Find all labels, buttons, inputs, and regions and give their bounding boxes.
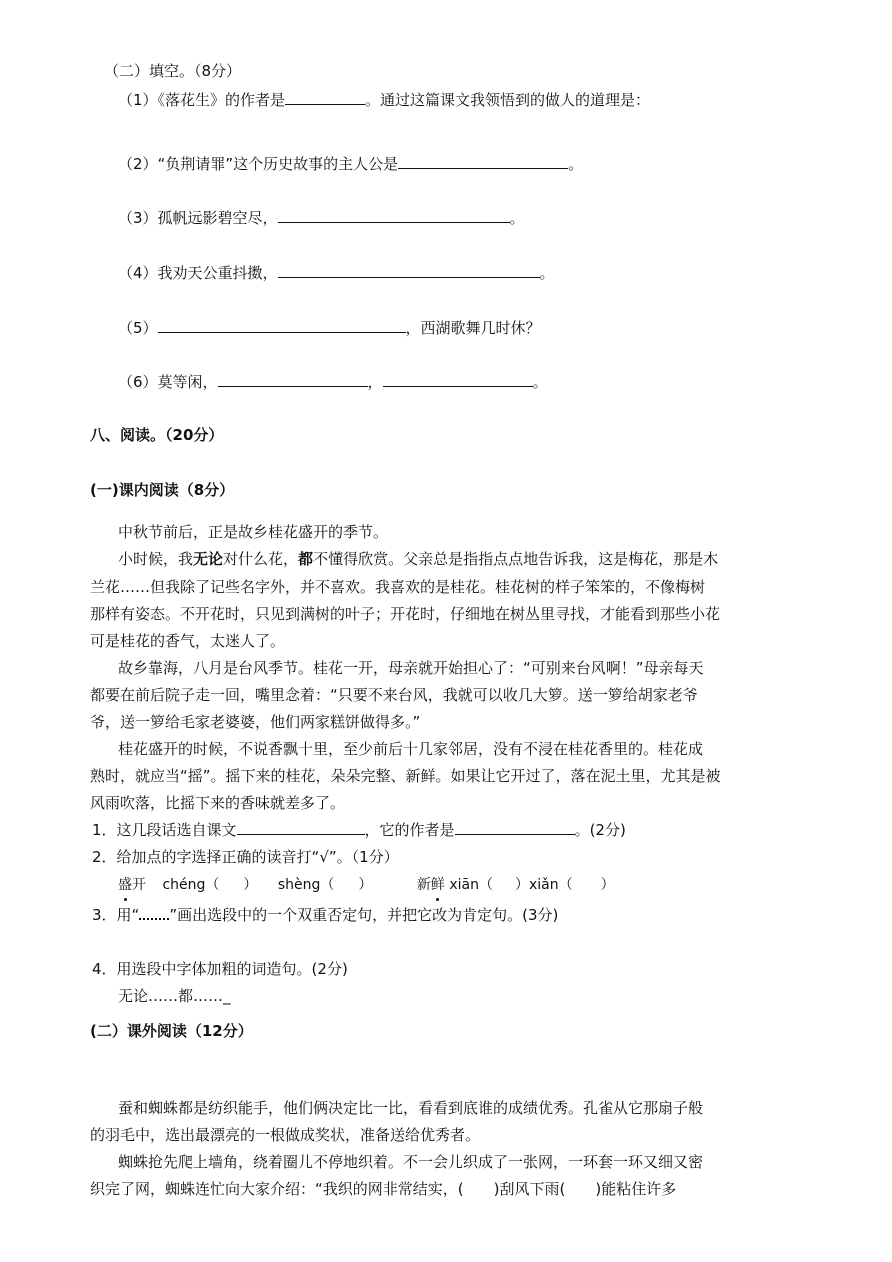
q-text: ，: [367, 373, 383, 391]
option-text: chéng（: [162, 877, 220, 893]
passage-line: 兰花……但我除了记些名字外，并不喜欢。我喜欢的是桂花。桂花树的样子笨笨的，不像梅树: [90, 578, 706, 596]
passage-line: [90, 1178, 676, 1200]
fill-question-3: [118, 206, 525, 229]
answer-blank[interactable]: [455, 818, 575, 835]
option-text: shèng（: [277, 877, 335, 893]
q-text: （4）我劝天公重抖擞，: [118, 264, 278, 282]
q-text: 。: [532, 373, 548, 391]
q-text: 。: [539, 264, 555, 282]
passage-text: 对什么花，: [223, 550, 299, 568]
passage-line: 故乡靠海，八月是台风季节。桂花一开，母亲就开始担心了：“可别来台风啊！”母亲每天: [118, 659, 704, 677]
fill-question-6: [118, 370, 548, 393]
reading-question-3: [92, 904, 558, 926]
word-text: 新: [416, 877, 431, 893]
fill-question-5: [118, 316, 541, 339]
q-text: 。(2分): [574, 821, 626, 839]
option-text: ）: [243, 877, 258, 893]
passage-line: 爷，送一箩给毛家老婆婆，他们两家糕饼做得多。”: [90, 713, 421, 731]
q-text: 。: [568, 155, 584, 173]
answer-blank[interactable]: [285, 88, 365, 105]
reading-question-1: [92, 818, 626, 841]
passage-text: )刮风下雨(: [493, 1180, 566, 1198]
answer-blank[interactable]: [218, 370, 368, 387]
q-text: ，西湖歌舞几时休？: [405, 319, 541, 337]
answer-blank[interactable]: [278, 206, 510, 223]
q-text: （3）孤帆远影碧空尽，: [118, 209, 278, 227]
q-text: 。通过这篇课文我领悟到的做人的道理是：: [365, 91, 651, 109]
passage-line: 熟时，就应当“摇”。摇下来的桂花，朵朵完整、新鲜。如果让它开过了，落在泥土里，尤其是被: [90, 767, 721, 785]
answer-blank[interactable]: [383, 370, 533, 387]
passage-line: 那样有姿态。不开花时，只见到满树的叶子；开花时，仔细地在树丛里寻找，才能看到那些小花: [90, 605, 721, 623]
bold-word: 都: [298, 550, 314, 568]
option-text: ）: [600, 877, 615, 893]
passage-line: 风雨吹落，比摇下来的香味就差多了。: [90, 794, 346, 812]
reading-heading: 八、阅读。（20分）: [90, 426, 224, 444]
q-text: （6）莫等闲，: [118, 373, 218, 391]
q-text: ”画出选段中的一个双重否定句，并把它改为肯定句。(3分): [169, 906, 559, 924]
answer-blank[interactable]: [158, 316, 406, 333]
passage-line: 可是桂花的香气，太迷人了。: [90, 632, 286, 650]
q-text: （5）: [118, 319, 158, 337]
fill-question-2: [118, 152, 583, 175]
fill-question-4: [118, 261, 555, 284]
option-text: xiān（: [449, 877, 493, 893]
pinyin-options: [118, 874, 615, 896]
passage-line: 的羽毛中，选出最漂亮的一根做成奖状，准备送给优秀者。: [90, 1126, 481, 1144]
fill-question-1: [118, 88, 650, 111]
passage-line: 蚕和蜘蛛都是纺织能手，他们俩决定比一比，看看到底谁的成绩优秀。孔雀从它那扇子般: [118, 1099, 704, 1117]
bold-word: 无论: [193, 550, 224, 568]
passage-text: )能粘住许多: [595, 1180, 677, 1198]
out-class-reading-heading: (二）课外阅读（12分）: [90, 1022, 253, 1040]
answer-blank[interactable]: [237, 818, 365, 835]
answer-blank[interactable]: [398, 152, 568, 169]
passage-line: 都要在前后院子走一回，嘴里念着：“只要不来台风，我就可以收几大箩。送一箩给胡家老爷: [90, 686, 698, 704]
fill-heading: （二）填空。（8分）: [104, 62, 242, 80]
passage-line: 蜘蛛抢先爬上墙角，绕着圈儿不停地织着。不一会儿织成了一张网，一环套一环又细又密: [118, 1153, 704, 1171]
q-text: ，它的作者是: [364, 821, 455, 839]
q-text: 。: [509, 209, 525, 227]
word-text: 开: [132, 877, 146, 893]
answer-blank[interactable]: [278, 261, 540, 278]
dotted-char: 鲜: [431, 874, 445, 896]
q-text: （2）“负荆请罪”这个历史故事的主人公是: [118, 155, 399, 173]
passage-line: [118, 548, 718, 570]
passage-text: 小时候，我: [118, 550, 194, 568]
option-text: ）: [358, 877, 373, 893]
example-pattern: 无论……都……_: [118, 987, 231, 1005]
dotted-char: 盛: [118, 874, 132, 896]
q-text: 3．用“: [92, 906, 140, 924]
reading-question-2: 2．给加点的字选择正确的读音打“√”。（1分）: [92, 848, 399, 866]
option-text: ）xiǎn（: [514, 877, 573, 893]
passage-line: 中秋节前后，正是故乡桂花盛开的季节。: [118, 523, 389, 541]
passage-text: 织完了网，蜘蛛连忙向大家介绍：“我织的网非常结实，(: [90, 1180, 464, 1198]
passage-text: 不懂得欣赏。父亲总是指指点点地告诉我，这是梅花，那是木: [313, 550, 719, 568]
in-class-reading-heading: (一)课内阅读（8分）: [90, 481, 235, 499]
q-text: 1．这几段话选自课文: [92, 821, 237, 839]
wavy-underline-mark: [139, 906, 169, 920]
reading-question-4: 4．用选段中字体加粗的词造句。(2分): [92, 960, 348, 978]
passage-line: 桂花盛开的时候，不说香飘十里，至少前后十几家邻居，没有不浸在桂花香里的。桂花成: [118, 740, 704, 758]
q-text: （1）《落花生》的作者是: [118, 91, 286, 109]
